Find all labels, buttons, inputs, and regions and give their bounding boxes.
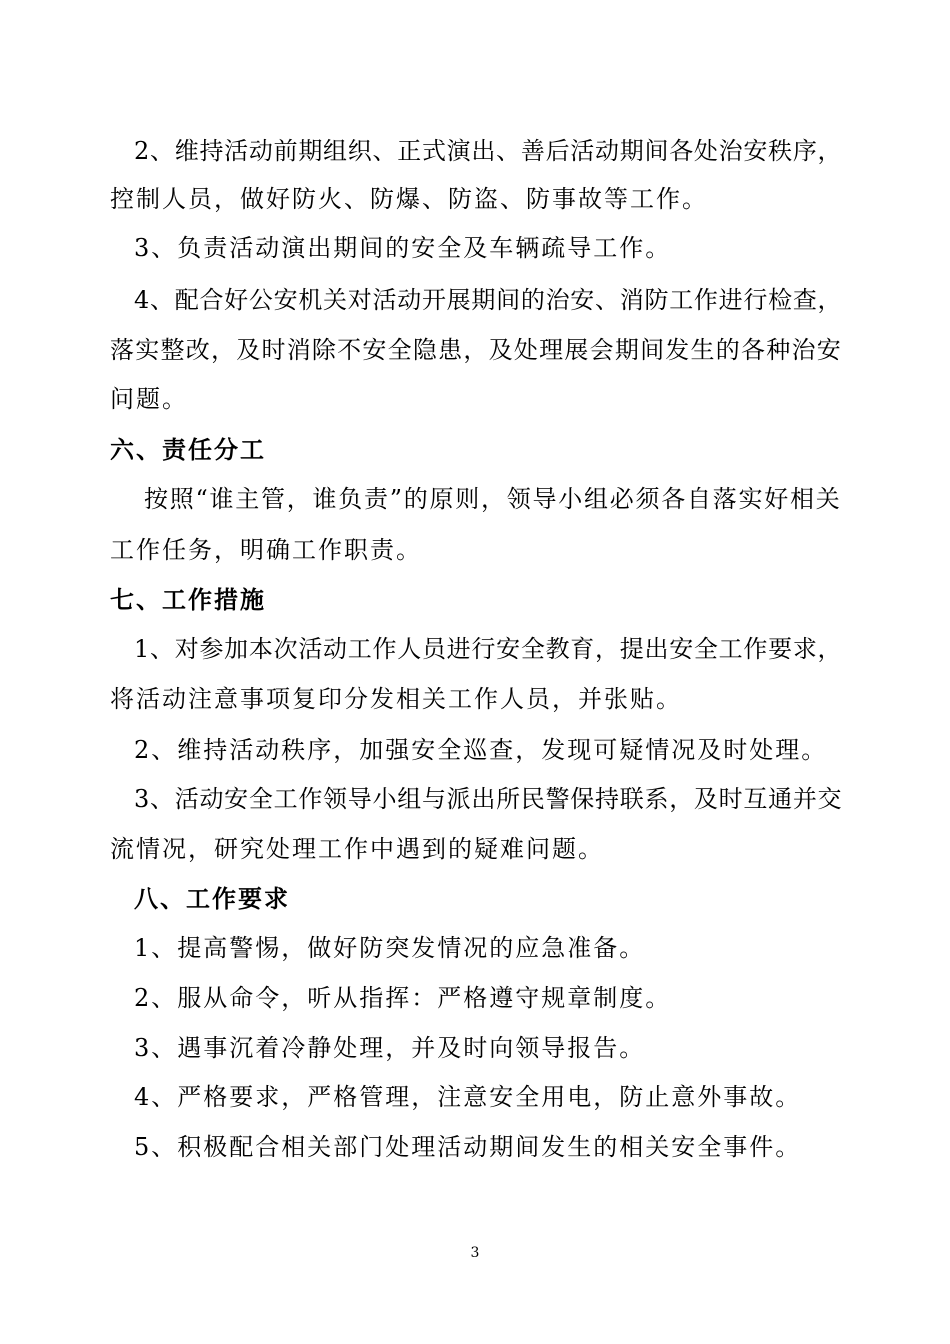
paragraph-line: 落实整改，及时消除不安全隐患，及处理展会期间发生的各种治安 (110, 336, 842, 364)
paragraph-line: 将活动注意事项复印分发相关工作人员，并张贴。 (110, 685, 682, 713)
section-heading-six: 六、责任分工 (110, 436, 266, 464)
paragraph-line: 4、配合好公安机关对活动开展期间的治安、消防工作进行检查， (134, 286, 843, 314)
section-heading-seven: 七、工作措施 (110, 586, 266, 614)
paragraph-line: 3、负责活动演出期间的安全及车辆疏导工作。 (134, 234, 672, 262)
paragraph-line: 4、严格要求，严格管理，注意安全用电，防止意外事故。 (134, 1083, 802, 1111)
paragraph-line: 工作任务，明确工作职责。 (110, 536, 422, 564)
paragraph-line: 3、遇事沉着冷静处理，并及时向领导报告。 (134, 1034, 646, 1062)
paragraph-line: 5、积极配合相关部门处理活动期间发生的相关安全事件。 (134, 1133, 802, 1161)
paragraph-line: 流情况，研究处理工作中遇到的疑难问题。 (110, 835, 604, 863)
paragraph-line: 3、活动安全工作领导小组与派出所民警保持联系，及时互通并交 (134, 785, 843, 813)
paragraph-line: 1、提高警惕，做好防突发情况的应急准备。 (134, 934, 646, 962)
paragraph-line: 2、服从命令，听从指挥：严格遵守规章制度。 (134, 984, 672, 1012)
paragraph-line: 1、对参加本次活动工作人员进行安全教育，提出安全工作要求， (134, 635, 843, 663)
paragraph-line: 2、维持活动秩序，加强安全巡查，发现可疑情况及时处理。 (134, 736, 828, 764)
page-number: 3 (470, 1245, 480, 1261)
paragraph-line: 按照“谁主管，谁负责”的原则，领导小组必须各自落实好相关 (144, 485, 842, 513)
paragraph-line: 问题。 (110, 385, 188, 413)
section-heading-eight: 八、工作要求 (134, 885, 290, 913)
paragraph-line: 控制人员，做好防火、防爆、防盗、防事故等工作。 (110, 185, 708, 213)
paragraph-line: 2、维持活动前期组织、正式演出、善后活动期间各处治安秩序， (134, 137, 843, 165)
